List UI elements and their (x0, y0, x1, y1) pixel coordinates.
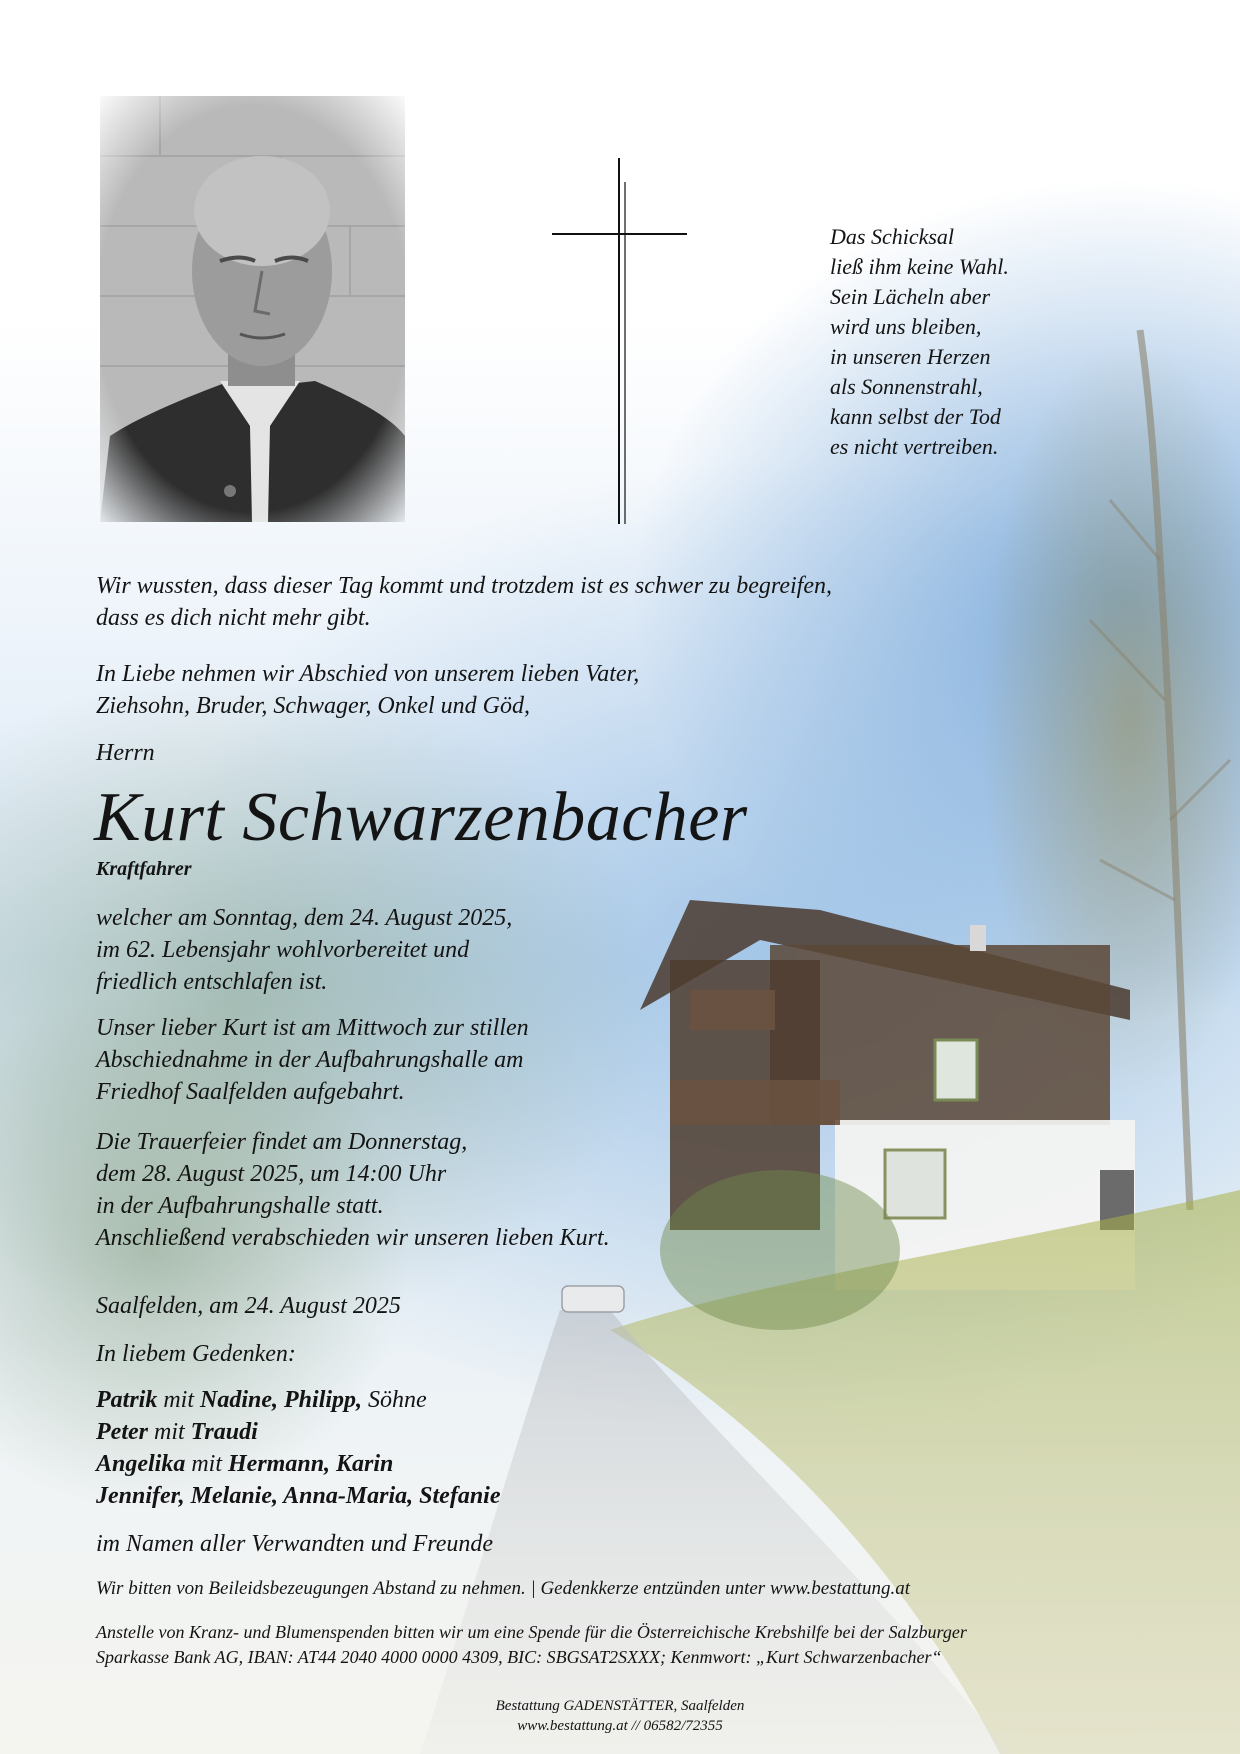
poem-line: Das Schicksal (830, 224, 955, 249)
death-notice (96, 902, 512, 998)
mourner-relation: Söhne (362, 1387, 427, 1413)
ceremony-line: in der Aufbahrungshalle statt. (96, 1193, 384, 1219)
funeral-home-name: Bestattung GADENSTÄTTER, Saalfelden (495, 1698, 745, 1714)
salutation: Herrn (96, 740, 155, 766)
poem-line: ließ ihm keine Wahl. (830, 254, 1009, 279)
mourner-name: Nadine, Philipp, (200, 1387, 363, 1413)
ceremony-line: Anschließend verabschieden wir unseren lieben Kurt. (96, 1225, 610, 1251)
relatives-line: im Namen aller Verwandten und Freunde (96, 1531, 494, 1557)
poem-line: wird uns bleiben, (830, 314, 982, 339)
ceremony-line: Die Trauerfeier findet am Donnerstag, (96, 1129, 468, 1155)
farewell-line: In Liebe nehmen wir Abschied von unserem lieben Vater, (96, 661, 640, 687)
condolence-note: Wir bitten von Beileidsbezeugungen Abstand zu nehmen. | Gedenkkerze entzünden unter www.bestattung.at (96, 1578, 910, 1599)
donation-line: Anstelle von Kranz- und Blumenspenden bitten wir um eine Spende für die Österreichische Krebshilfe bei der Salzburger (96, 1622, 967, 1642)
viewing-info (96, 1012, 529, 1108)
mourner-name: Hermann, Karin (228, 1451, 394, 1477)
intro-line: Wir wussten, dass dieser Tag kommt und trotzdem ist es schwer zu begreifen, (96, 573, 832, 599)
mourner-line (96, 1384, 500, 1416)
ceremony-info (96, 1126, 610, 1254)
ceremony-line: dem 28. August 2025, um 14:00 Uhr (96, 1161, 447, 1187)
poem-line: kann selbst der Tod (830, 404, 1001, 429)
deceased-name: Kurt Schwarzenbacher (94, 779, 748, 856)
mourner-connector: mit (157, 1387, 201, 1413)
portrait-illustration (100, 96, 405, 522)
funeral-home-contact: www.bestattung.at // 06582/72355 (517, 1718, 723, 1734)
poem-line: Sein Lächeln aber (830, 284, 991, 309)
cross-icon (552, 158, 687, 524)
donation-note (96, 1620, 967, 1670)
mourner-name: Traudi (190, 1419, 258, 1445)
death-notice-line: im 62. Lebensjahr wohlvorbereitet und (96, 937, 470, 963)
death-notice-line: friedlich entschlafen ist. (96, 969, 328, 995)
funeral-home-footer (0, 1696, 1240, 1736)
donation-line: Sparkasse Bank AG, IBAN: AT44 2040 4000 0000 4309, BIC: SBGSAT2SXXX; Kenmwort: „Kurt Schwarzenbacher“ (96, 1647, 942, 1667)
mourner-name: Patrik (96, 1387, 158, 1413)
mourner-line (96, 1480, 500, 1512)
mourner-connector: mit (185, 1451, 229, 1477)
mourner-line (96, 1448, 500, 1480)
shrub (660, 1170, 900, 1330)
portrait-photo (100, 96, 405, 522)
farewell-text (96, 658, 639, 722)
viewing-line: Abschiednahme in der Aufbahrungshalle am (96, 1047, 524, 1073)
intro-line: dass es dich nicht mehr gibt. (96, 605, 371, 631)
mourner-line (96, 1416, 500, 1448)
poem-line: in unseren Herzen (830, 344, 991, 369)
farewell-line: Ziehsohn, Bruder, Schwager, Onkel und Göd, (96, 693, 530, 719)
parked-car (562, 1286, 624, 1312)
mourner-connector: mit (147, 1419, 191, 1445)
viewing-line: Friedhof Saalfelden aufgebahrt. (96, 1079, 405, 1105)
mourner-name: Jennifer, Melanie, Anna-Maria, Stefanie (96, 1483, 501, 1509)
memorial-poem (830, 222, 1009, 462)
poem-line: als Sonnenstrahl, (830, 374, 983, 399)
death-notice-line: welcher am Sonntag, dem 24. August 2025, (96, 905, 513, 931)
mourner-name: Angelika (96, 1451, 186, 1477)
poem-line: es nicht vertreiben. (830, 434, 999, 459)
viewing-line: Unser lieber Kurt ist am Mittwoch zur stillen (96, 1015, 529, 1041)
deceased-occupation: Kraftfahrer (96, 858, 192, 880)
in-memory-heading: In liebem Gedenken: (96, 1341, 296, 1367)
mourner-name: Peter (96, 1419, 148, 1445)
place-date: Saalfelden, am 24. August 2025 (96, 1293, 401, 1319)
intro-text (96, 570, 832, 634)
mourners-list (96, 1384, 500, 1512)
